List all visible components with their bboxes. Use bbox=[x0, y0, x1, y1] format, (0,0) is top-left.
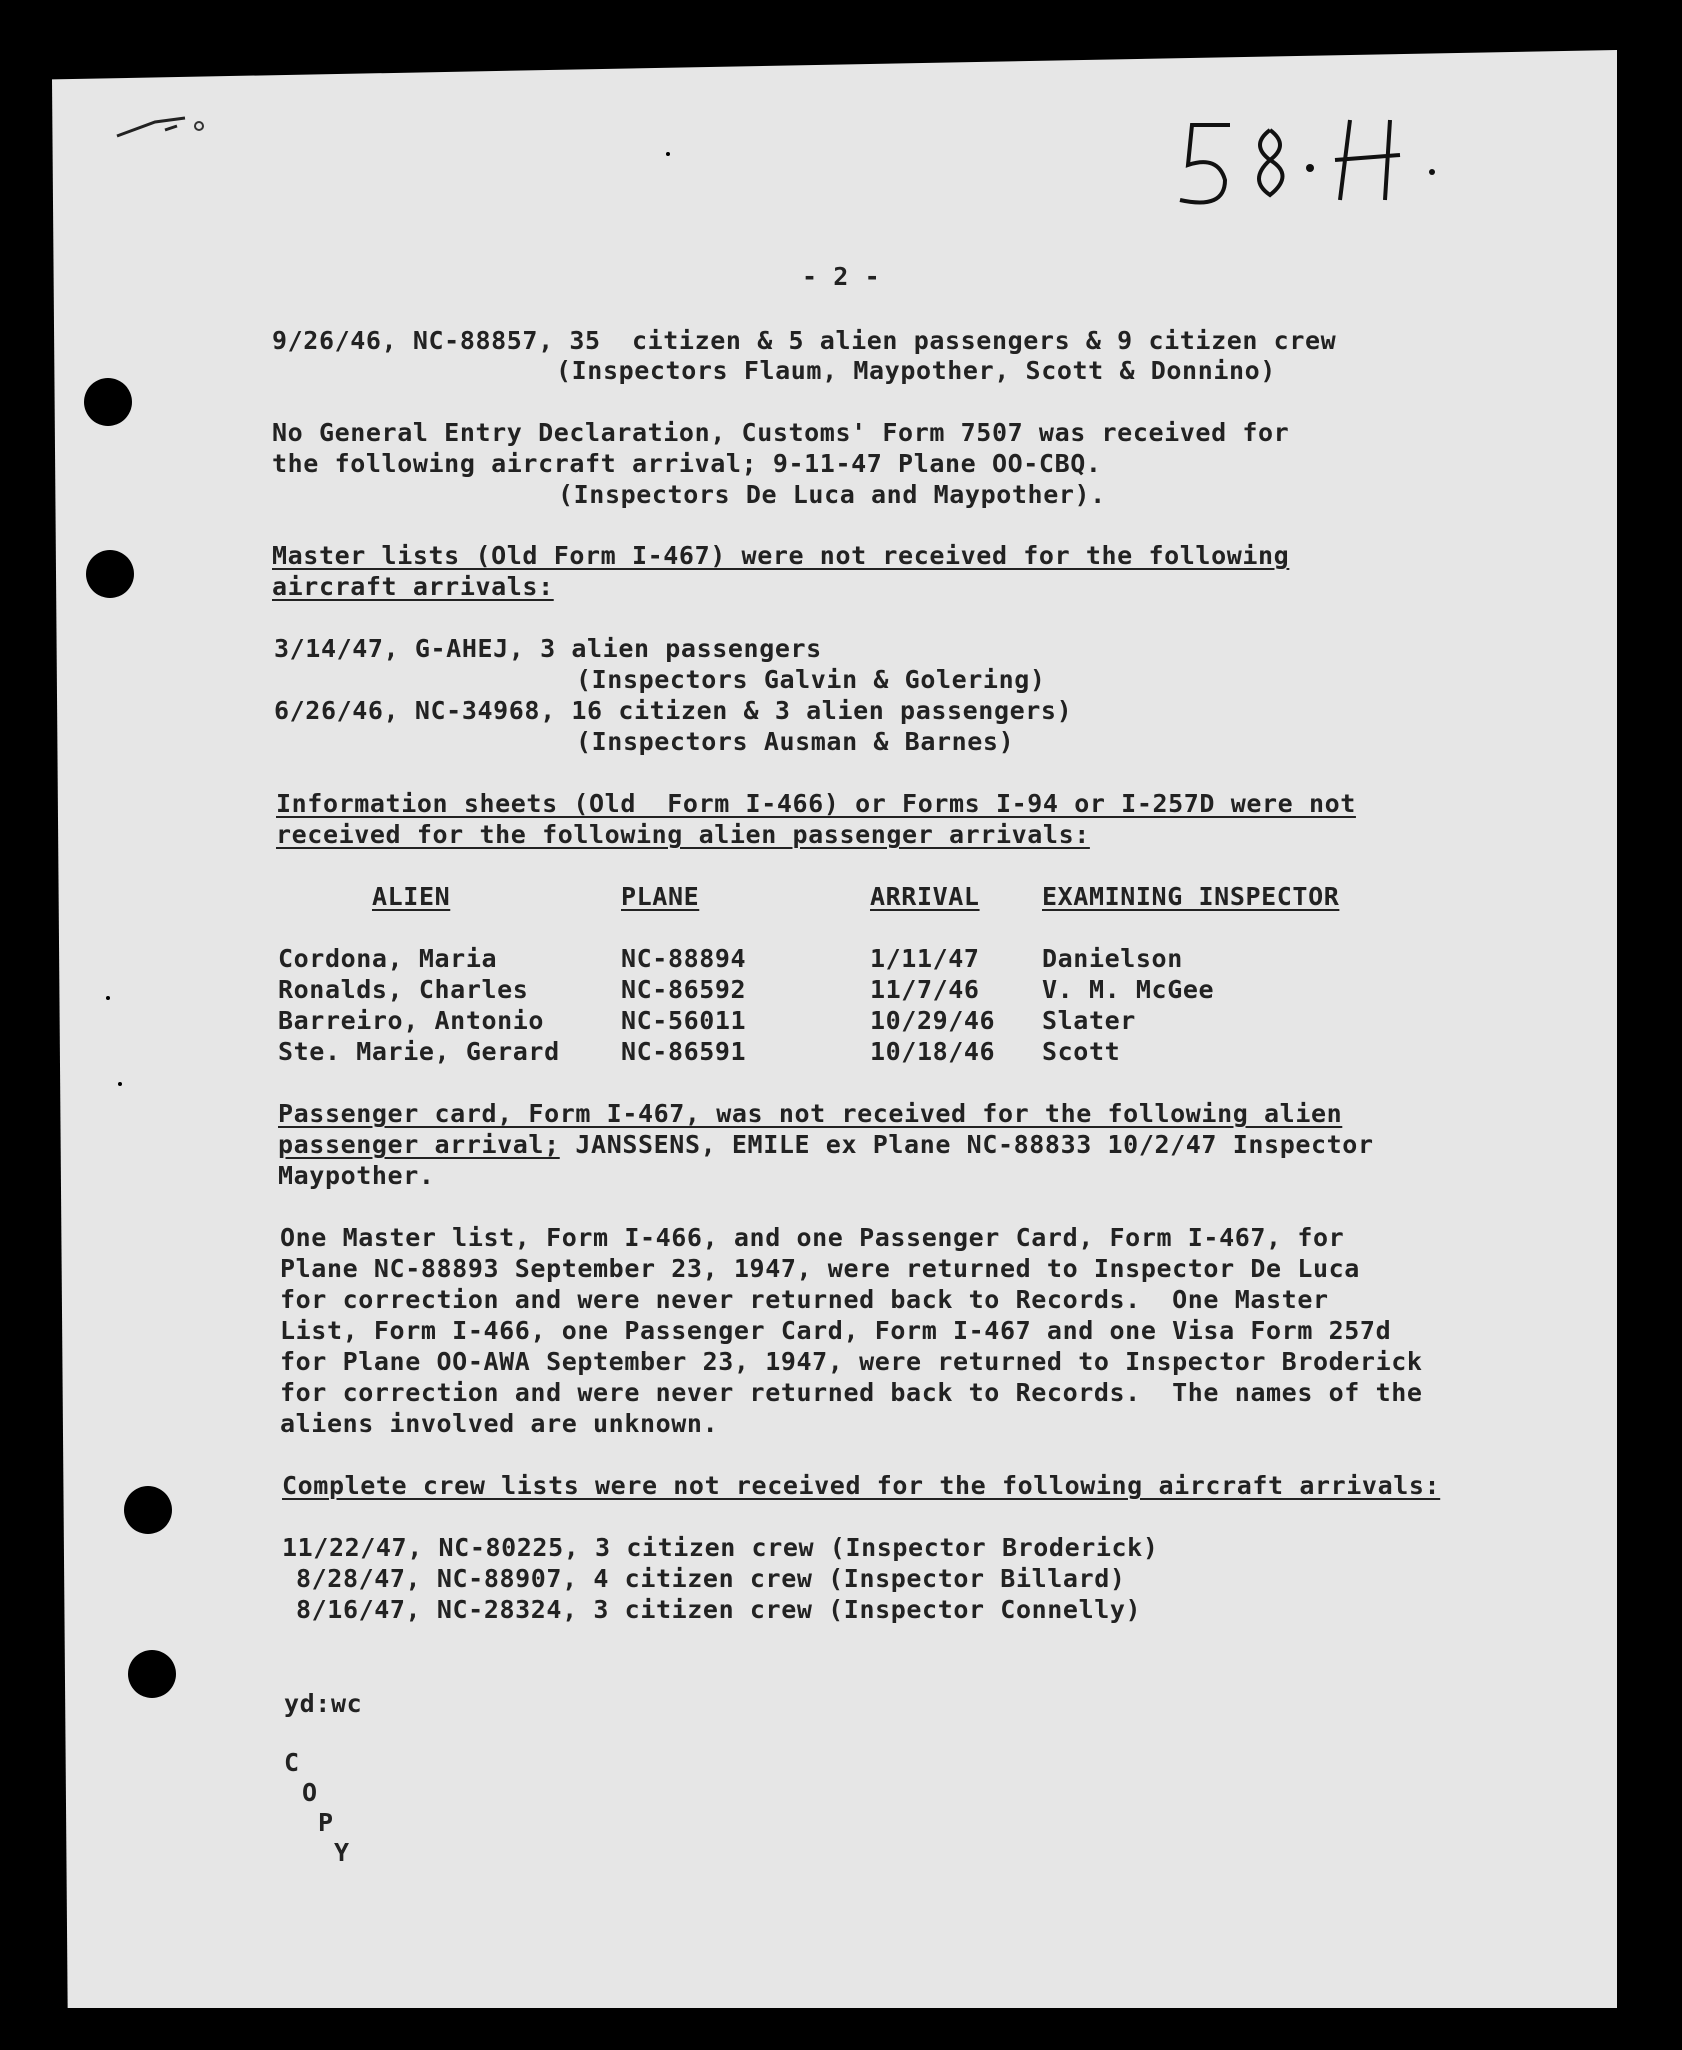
speck bbox=[106, 996, 110, 1000]
initials: yd:wc bbox=[284, 1689, 363, 1718]
binder-hole bbox=[124, 1486, 172, 1534]
table-cell: Danielson bbox=[1042, 944, 1183, 973]
master-list-item: (Inspectors Galvin & Golering) bbox=[576, 665, 1046, 694]
table-cell: Barreiro, Antonio bbox=[278, 1006, 545, 1035]
table-cell: NC-56011 bbox=[621, 1006, 747, 1035]
entry-line: (Inspectors Flaum, Maypother, Scott & Donnino) bbox=[556, 356, 1276, 385]
copy-letter: P bbox=[318, 1808, 334, 1837]
table-cell: 11/7/46 bbox=[870, 975, 980, 1004]
paragraph-line: List, Form I-466, one Passenger Card, Form I-467 and one Visa Form 257d bbox=[280, 1316, 1392, 1345]
table-cell: 10/18/46 bbox=[870, 1037, 996, 1066]
paragraph-line: for correction and were never returned back to Records. The names of the bbox=[280, 1378, 1423, 1407]
binder-hole bbox=[128, 1650, 176, 1698]
copy-letter: O bbox=[302, 1778, 318, 1807]
paragraph-line: Plane NC-88893 September 23, 1947, were returned to Inspector De Luca bbox=[280, 1254, 1360, 1283]
information-sheets-heading: Information sheets (Old Form I-466) or Forms I-94 or I-257D were not bbox=[276, 789, 1356, 818]
passenger-card-line bbox=[278, 1130, 1374, 1160]
table-cell: Scott bbox=[1042, 1037, 1121, 1066]
table-cell: Ronalds, Charles bbox=[278, 975, 529, 1004]
table-cell: NC-86592 bbox=[621, 975, 747, 1004]
crew-list-item: 8/16/47, NC-28324, 3 citizen crew (Inspector Connelly) bbox=[296, 1595, 1142, 1624]
passenger-card-heading: Passenger card, Form I-467, was not received for the following alien bbox=[278, 1099, 1343, 1128]
table-header: PLANE bbox=[621, 882, 700, 911]
crew-list-item: 8/28/47, NC-88907, 4 citizen crew (Inspector Billard) bbox=[296, 1564, 1126, 1593]
table-cell: Cordona, Maria bbox=[278, 944, 498, 973]
passenger-card-line: Maypother. bbox=[278, 1161, 435, 1190]
speck bbox=[666, 152, 670, 156]
table-header: EXAMINING INSPECTOR bbox=[1042, 882, 1340, 911]
binder-hole bbox=[86, 550, 134, 598]
general-entry-line: No General Entry Declaration, Customs' Form 7507 was received for bbox=[272, 418, 1290, 447]
table-cell: 10/29/46 bbox=[870, 1006, 996, 1035]
crew-lists-heading: Complete crew lists were not received for the following aircraft arrivals: bbox=[282, 1471, 1441, 1500]
paragraph-line: One Master list, Form I-466, and one Passenger Card, Form I-467, for bbox=[280, 1223, 1345, 1252]
general-entry-line: (Inspectors De Luca and Maypother). bbox=[558, 480, 1106, 509]
information-sheets-heading: received for the following alien passenger arrivals: bbox=[276, 820, 1090, 849]
paragraph-line: for correction and were never returned back to Records. One Master bbox=[280, 1285, 1329, 1314]
table-cell: 1/11/47 bbox=[870, 944, 980, 973]
copy-letter: C bbox=[284, 1748, 300, 1777]
master-list-item: (Inspectors Ausman & Barnes) bbox=[576, 727, 1015, 756]
page-number: - 2 - bbox=[802, 262, 881, 291]
master-lists-heading: aircraft arrivals: bbox=[272, 572, 554, 601]
passenger-card-heading: passenger arrival; bbox=[278, 1130, 560, 1159]
table-cell: NC-88894 bbox=[621, 944, 747, 973]
master-list-item: 6/26/46, NC-34968, 16 citizen & 3 alien passengers) bbox=[274, 696, 1073, 725]
master-list-item: 3/14/47, G-AHEJ, 3 alien passengers bbox=[274, 634, 822, 663]
table-cell: V. M. McGee bbox=[1042, 975, 1215, 1004]
general-entry-line: the following aircraft arrival; 9-11-47 Plane OO-CBQ. bbox=[272, 449, 1102, 478]
master-lists-heading: Master lists (Old Form I-467) were not received for the following bbox=[272, 541, 1290, 570]
passenger-card-text: JANSSENS, EMILE ex Plane NC-88833 10/2/47 Inspector bbox=[559, 1130, 1374, 1159]
binder-hole bbox=[84, 378, 132, 426]
handwritten-mark bbox=[1170, 100, 1470, 220]
staple-mark bbox=[115, 112, 215, 142]
table-cell: Slater bbox=[1042, 1006, 1136, 1035]
copy-letter: Y bbox=[334, 1838, 350, 1867]
table-header: ARRIVAL bbox=[870, 882, 980, 911]
table-header: ALIEN bbox=[372, 882, 451, 911]
entry-line: 9/26/46, NC-88857, 35 citizen & 5 alien passengers & 9 citizen crew bbox=[272, 326, 1337, 355]
paragraph-line: aliens involved are unknown. bbox=[280, 1409, 719, 1438]
crew-list-item: 11/22/47, NC-80225, 3 citizen crew (Inspector Broderick) bbox=[282, 1533, 1159, 1562]
table-cell: Ste. Marie, Gerard bbox=[278, 1037, 560, 1066]
speck bbox=[118, 1082, 122, 1086]
paragraph-line: for Plane OO-AWA September 23, 1947, were returned to Inspector Broderick bbox=[280, 1347, 1423, 1376]
table-cell: NC-86591 bbox=[621, 1037, 747, 1066]
